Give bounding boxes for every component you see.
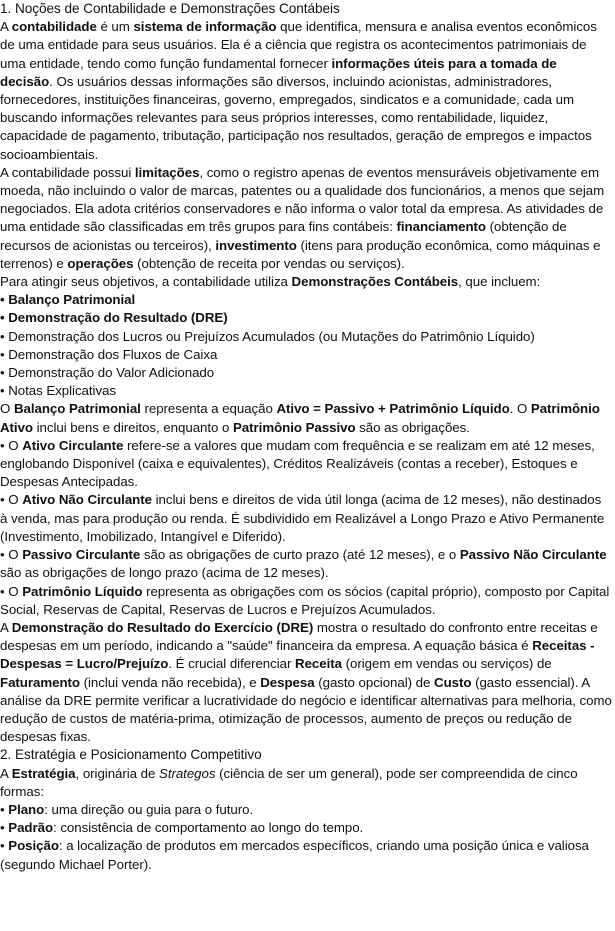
paragraph-accounting-limitations: A contabilidade possui limitações, como o registro apenas de eventos mensuráveis objetivamente em moeda, não incluindo o valor de marcas, patentes ou a qualidade dos funcionários, a menos que sejam negociados. Ela adota critérios conservadores e não informa o valor total da empresa. As atividades de uma entidade são classificadas em três grupos para fins contábeis: financiamento (obtenção de recursos de acionistas ou terceiros), investimento (itens para produção econômica, como máquinas e terrenos) e operações (obtenção de receita por vendas ou serviços).: [0, 164, 605, 271]
paragraph-income-statement: A Demonstração do Resultado do Exercício (DRE) mostra o resultado do confronto entre receitas e despesas em um período, indicando a "saúde" financeira da empresa. A equação básica é Receitas - Despesas = Lucro/Prejuízo. É crucial diferenciar Receita (origem em vendas ou serviços) de Faturamento (inclui venda não recebida), e Despesa (gasto opcional) de Custo (gasto essencial). A análise da DRE permite verificar a lucratividade do negócio e identificar alternativas para melhoria, como redução de custos de matéria-prima, otimização de processos, aumento de preços ou redução de despesas fixas.: [0, 619, 612, 745]
section-title-1: 1. Noções de Contabilidade e Demonstrações Contábeis: [0, 1, 340, 16]
list-item: • Plano: uma direção ou guia para o futuro.: [0, 801, 254, 817]
list-item: • Notas Explicativas: [0, 383, 116, 399]
list-item: • Demonstração dos Lucros ou Prejuízos Acumulados (ou Mutações do Patrimônio Líquido): [0, 328, 535, 344]
paragraph-strategy-intro: A Estratégia, originária de Strategos (ciência de ser um general), pode ser compreendida de cinco formas:: [0, 765, 578, 799]
list-item: • O Ativo Não Circulante inclui bens e direitos de vida útil longa (acima de 12 meses), não destinados à venda, mas para produção ou renda. É subdividido em Realizável a Longo Prazo e Ativo Permanente (Investimento, Imobilizado, Intangível e Diferido).: [0, 492, 605, 544]
list-item: • Posição: a localização de produtos em mercados específicos, criando uma posição única e valiosa (segundo Michael Porter).: [0, 838, 589, 872]
list-item: • Demonstração dos Fluxos de Caixa: [0, 346, 218, 362]
list-item: • Demonstração do Resultado (DRE): [0, 310, 228, 326]
list-item: • Padrão: consistência de comportamento ao longo do tempo.: [0, 820, 364, 836]
section-title-2: 2. Estratégia e Posicionamento Competitivo: [0, 747, 262, 763]
list-item: • Balanço Patrimonial: [0, 292, 136, 308]
paragraph-statements-intro: Para atingir seus objetivos, a contabilidade utiliza Demonstrações Contábeis, que incluem:: [0, 274, 541, 290]
list-item: • Demonstração do Valor Adicionado: [0, 365, 215, 381]
paragraph-balance-sheet: O Balanço Patrimonial representa a equação Ativo = Passivo + Patrimônio Líquido. O Patrimônio Ativo inclui bens e direitos, enquanto o Patrimônio Passivo são as obrigações.: [0, 401, 600, 435]
list-item: • O Ativo Circulante refere-se a valores que mudam com frequência e se realizam em até 12 meses, englobando Disponível (caixa e equivalentes), Créditos Realizáveis (contas a receber), Estoques e Despesas Antecipadas.: [0, 437, 595, 490]
list-item: • O Patrimônio Líquido representa as obrigações com os sócios (capital próprio), composto por Capital Social, Reservas de Capital, Reservas de Lucros e Prejuízos Acumulados.: [0, 583, 610, 617]
list-item: • O Passivo Circulante são as obrigações de curto prazo (até 12 meses), e o Passivo Não Circulante são as obrigações de longo prazo (acima de 12 meses).: [0, 547, 607, 581]
paragraph-accounting-definition: A contabilidade é um sistema de informação que identifica, mensura e analisa eventos econômicos de uma entidade para seus usuários. Ela é a ciência que registra os acontecimentos patrimoniais de uma entidade, tendo como função fundamental fornecer informações úteis para a tomada de decisão. Os usuários dessas informações são diversos, incluindo acionistas, administradores, fornecedores, instituições financeiras, governo, empregados, sindicatos e a comunidade, cada um buscando informações relevantes para seus próprios interesses, como rentabilidade, liquidez, capacidade de pagamento, tributação, participação nos resultados, geração de empregos e impactos socioambientais.: [0, 19, 597, 162]
